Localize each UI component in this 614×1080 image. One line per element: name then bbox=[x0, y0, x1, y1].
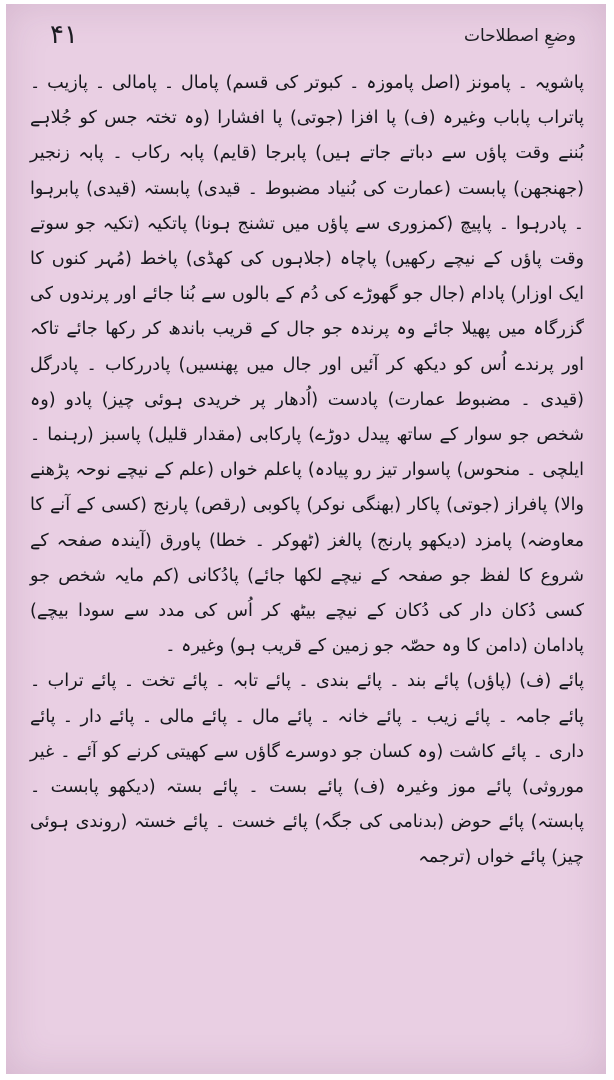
paragraph-paye-compounds: پائے (ف) (پاؤں) پائے بند ۔ پائے بندی ۔ پائے تابہ ۔ پائے تخت ۔ پائے تراب ۔ پائے جامہ ۔ پائے زیب ۔ پائے خانہ ۔ پائے مال ۔ پائے مالی ۔ پائے دار ۔ پائے داری ۔ پائے کاشت (وہ کسان جو دوسرے گاؤں سے کھیتی کرنے کو آئے ۔ غیر موروثی) پائے موز وغیرہ (ف) پائے بست ۔ پائے بستہ (دیکھو پابست ۔ پابستہ) پائے حوض (بدنامی کی جگہ) پائے خست ۔ پائے خستہ (روندی ہوئی چیز) پائے خواں (ترجمہ bbox=[30, 671, 584, 868]
body-text bbox=[30, 66, 584, 876]
page-header bbox=[36, 18, 576, 58]
page-number: ۴۱ bbox=[50, 20, 78, 50]
paragraph-pa-compounds: پاشویہ ۔ پامونز (اصل پاموزہ ۔ کبوتر کی قسم) پامال ۔ پامالی ۔ پازیب ۔ پاتراب پاباب وغیرہ (ف) پا افزا (جوتی) پا افشارا (وہ تختہ جس کو جُلاہے بُننے وقت پاؤں سے دباتے جاتے ہیں) پابرجا (قایم) پابہ رکاب ۔ پابہ زنجیر (جھنجھن) پابست (عمارت کی بُنیاد مضبوط ۔ قیدی) پابستہ (قیدی) پابرہوا ۔ پادرہوا ۔ پاپیچ (کمزوری سے پاؤں میں تشنج ہونا) پاتکیہ (تکیہ جو سوتے وقت پاؤں کے نیچے رکھیں) پاچاہ (جلاہوں کی کھڈی) پاخط (مُہر کنوں کا ایک اوزار) پادام (جال جو گھوڑے کی دُم کے بالوں سے بُنا جائے اور پرندوں کی گزرگاہ میں پھیلا جائے وہ پرندہ جو جال کے قریب باندھ کر رکھا جائے تاکہ اور پرندے اُس کو دیکھ کر آئیں اور جال میں پھنسیں) پادررکاب ۔ پادرگل (قیدی ۔ مضبوط عمارت) پادست (اُدھار پر خریدی ہوئی چیز) پادو (وہ شخص جو سوار کے ساتھ پیدل دوڑے) پارکابی (مقدار قلیل) پاسبز (رہنما ۔ ایلچی ۔ منحوس) پاسوار تیز رو پیادہ) پاعلم خواں (علم کے نیچے نوحہ پڑھنے والا) پافراز (جوتی) پاکار (بھنگی نوکر) پاکوبی (رقص) پارنج (کسی کے آنے کا معاوضہ) پامزد (دیکھو پارنج) پالغز (ٹھوکر ۔ خطا) پاورق (آیندہ صفحہ کے شروع کا لفظ جو صفحہ کے نیچے لکھا جائے) پادُکانی (کم مایہ شخص جو کسی دُکان دار کی دُکان کے نیچے بیٹھ کر اُس کی مدد سے سودا بیچے) پادامان (دامن کا وہ حصّہ جو زمین کے قریب ہو) وغیرہ ۔ bbox=[30, 73, 584, 657]
book-page bbox=[6, 4, 606, 1074]
running-head: وضعِ اصطلاحات bbox=[463, 26, 576, 46]
